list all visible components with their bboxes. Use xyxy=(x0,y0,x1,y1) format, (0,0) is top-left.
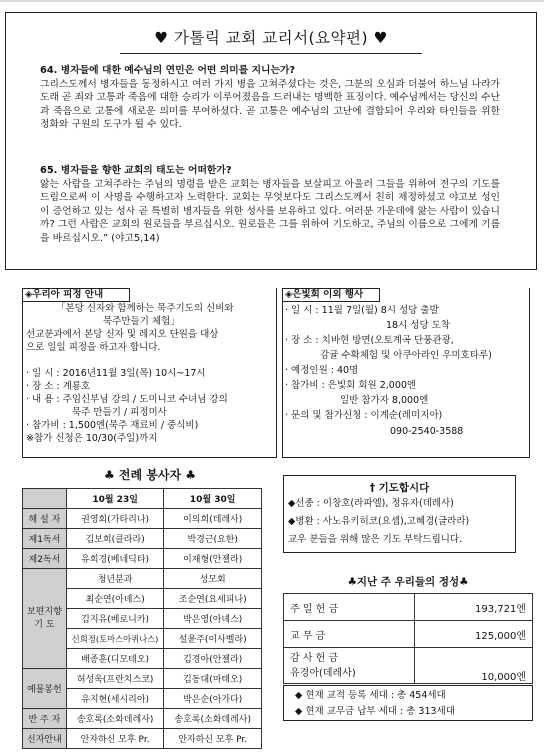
q64-heading: 64. 병자들에 대한 예수님의 연민은 어떤 의미를 지니는가? xyxy=(40,65,296,76)
table-cell: 성모회 xyxy=(164,569,262,589)
pilgrimage-line: 묵주만들기 체험」 xyxy=(103,316,180,327)
silver-line: · 참가비 : 은빛회 회원 2,000엔 xyxy=(285,380,417,391)
service-table xyxy=(22,488,262,749)
silver-line: 감귤 수확체험 및 아쿠아라인 우미호타루) xyxy=(320,350,492,361)
offering-title: ♣지난 주 우리들의 정성♣ xyxy=(347,576,469,588)
table-cell: 신희정(토마스아퀴나스) xyxy=(66,629,164,649)
table-header: 10월 30일 xyxy=(164,489,262,509)
q65-body: 앓는 사람을 고쳐주라는 주님의 명령을 받은 교회는 병자들을 보살피고 아울러 그들을 위하여 전구의 기도를 드림으로써 이 사명을 수행하고자 노력한다. 교회는 무엇보다도 그리스도께서 친히 제정하셨고 야고보 성인이 증언하고 있는 성사 곧 특별히 병자들을 위한 성사를 보유하고 있다. 여러분 가운데에 앓는 사람이 있습니까? 그런 사람은 교회의 원로들을 부르십시오. 원로들은 그를 위하여 기도하고, 주님의 이름으로 그에게 기름을 바르십시오.” (야고5,14) xyxy=(40,178,500,244)
prayer-line: 교우 분들을 위해 많은 기도 부탁드립니다. xyxy=(288,534,463,545)
prayer-line: ◆병환 : 사노유키히코(요셉),고혜경(글라라) xyxy=(288,516,470,527)
catechism-title-text: ♥ 가톨릭 교회 교리서(요약편) ♥ xyxy=(154,29,388,47)
page-top-rule xyxy=(0,0,544,2)
pilgrimage-line: 묵주 만들기 / 피정미사 xyxy=(72,407,167,418)
role-cell: 제2독서 xyxy=(23,549,67,569)
q64-body: 그리스도께서 병자들을 동정하시고 여러 가지 병을 고쳐주셨다는 것은, 그분의 오심과 더불어 하느님 나라가 도래 곧 죄와 고통과 죽음에 대한 승리가 이루어졌음을 드러내는 명백한 표징이다. 예수님께서는 당신의 수난과 죽음으로 고통에 새로운 의미를 부여하셨다. 곧 고통은 예수님의 고난에 결합되어 우리와 타인들을 위한 정화와 구원의 도구가 될 수 있다. xyxy=(40,78,501,130)
table-cell: 김동대(마태오) xyxy=(164,669,262,689)
silver-line: · 일 시 : 11월 7일(월) 8시 성당 출발 xyxy=(285,305,439,316)
prayer-line: ◆선종 : 이창호(라파엘), 정유자(데레사) xyxy=(288,498,454,509)
table-row xyxy=(23,669,262,689)
service-title: ♣ 전례 봉사자 ♣ xyxy=(103,468,196,482)
prayer-title: † 기도합시다 xyxy=(369,482,430,494)
table-cell: 조순연(요세피나) xyxy=(164,589,262,609)
table-cell: 유희경(베네딕타) xyxy=(66,549,164,569)
table-cell: 설윤주(이사벨라) xyxy=(164,629,262,649)
table-cell: 안자하신 모후 Pr. xyxy=(66,729,164,749)
offering-label: 교 무 금 xyxy=(284,621,415,648)
table-cell: 박은순(아가다) xyxy=(164,689,262,709)
table-cell: 허성욱(프란치스코) xyxy=(66,669,164,689)
table-cell: 유지현(세시리아) xyxy=(66,689,164,709)
table-header: 10월 23일 xyxy=(66,489,164,509)
pilgrimage-line: · 일 시 : 2016년11월 3일(목) 10시~17시 xyxy=(26,368,206,379)
pilgrimage-line: 선교분과에서 본당 신자 및 레지오 단원을 대상 xyxy=(26,329,219,340)
offering-label: 감 사 헌 금 유경아(데레사) xyxy=(284,648,415,684)
role-cell: 보편지향 기 도 xyxy=(23,569,67,669)
table-cell: 청년분과 xyxy=(66,569,164,589)
table-row xyxy=(23,529,262,549)
role-cell: 신자안내 xyxy=(23,729,67,749)
silver-line: · 예정인원 : 40명 xyxy=(285,365,359,376)
table-cell: 김경아(안젤라) xyxy=(164,649,262,669)
table-cell: 송호록(소화데레사) xyxy=(164,709,262,729)
table-cell: 송호록(소화데레사) xyxy=(66,709,164,729)
silver-line: · 문의 및 참가신청 : 이계순(레미지아) xyxy=(285,410,443,421)
silver-header: ◈은빛회 이외 행사 xyxy=(282,288,380,302)
catechism-title xyxy=(120,26,422,54)
offering-label: 주 일 헌 금 xyxy=(284,594,415,621)
table-row xyxy=(23,569,262,589)
silver-line: 일반 참가자 8,000엔 xyxy=(340,395,429,406)
table-row xyxy=(23,489,262,509)
table-row xyxy=(284,621,533,648)
table-cell: 배종훈(디모테오) xyxy=(66,649,164,669)
role-cell: 반 주 자 xyxy=(23,709,67,729)
table-cell: 박경근(요한) xyxy=(164,529,262,549)
table-row xyxy=(23,549,262,569)
pilgrimage-line: · 내 용 : 주임신부님 강의 / 도미니코 수녀님 강의 xyxy=(26,394,228,405)
pilgrimage-line: 으로 일일 피정을 하고자 합니다. xyxy=(26,342,161,353)
catechism-q65 xyxy=(40,164,500,245)
table-cell: 최순연(아녜스) xyxy=(66,589,164,609)
table-row xyxy=(284,594,533,621)
pilgrimage-header: ◈우리아 피정 안내 xyxy=(22,288,130,302)
offering-value: 10,000엔 xyxy=(415,648,533,684)
silver-line: · 장 소 : 치바현 방면(오토계곡 단풍관광, xyxy=(285,335,454,346)
table-cell: 권영회(가타리나) xyxy=(66,509,164,529)
offering-note: ◆ 현재 교적 등록 세대 : 총 454세대 xyxy=(295,690,446,701)
table-cell: 안자하신 모후 Pr. xyxy=(164,729,262,749)
table-cell: 이재형(안젤라) xyxy=(164,549,262,569)
table-cell xyxy=(23,489,67,509)
table-row xyxy=(23,709,262,729)
silver-line: 18시 성당 도착 xyxy=(386,320,451,331)
offering-table xyxy=(283,593,533,684)
offering-note: ◆ 현재 교무금 납부 세대 : 총 313세대 xyxy=(295,706,455,717)
table-cell: 이의희(데레사) xyxy=(164,509,262,529)
silver-line: 090-2540-3588 xyxy=(390,426,464,437)
table-cell: 김지유(베로니카) xyxy=(66,609,164,629)
pilgrimage-line: · 참가비 : 1,500엔(묵주 재료비 / 중식비) xyxy=(26,420,199,431)
role-cell: 예물봉헌 xyxy=(23,669,67,709)
q65-heading: 65. 병자들을 향한 교회의 태도는 어떠한가? xyxy=(40,165,232,176)
table-row xyxy=(284,648,533,684)
role-cell: 해 설 자 xyxy=(23,509,67,529)
table-cell: 김보희(클라라) xyxy=(66,529,164,549)
catechism-q64 xyxy=(40,64,500,132)
offering-value: 125,000엔 xyxy=(415,621,533,648)
pilgrimage-line: 「본당 신자와 함께하는 묵주기도의 신비와 xyxy=(56,303,234,314)
pilgrimage-line: · 장 소 : 계룡호 xyxy=(26,381,91,392)
offering-value: 193,721엔 xyxy=(415,594,533,621)
pilgrimage-line: ※참가 신청은 10/30(주일)까지 xyxy=(26,433,158,444)
table-row xyxy=(23,509,262,529)
table-row xyxy=(23,729,262,749)
table-cell: 박은영(아녜스) xyxy=(164,609,262,629)
role-cell: 제1독서 xyxy=(23,529,67,549)
